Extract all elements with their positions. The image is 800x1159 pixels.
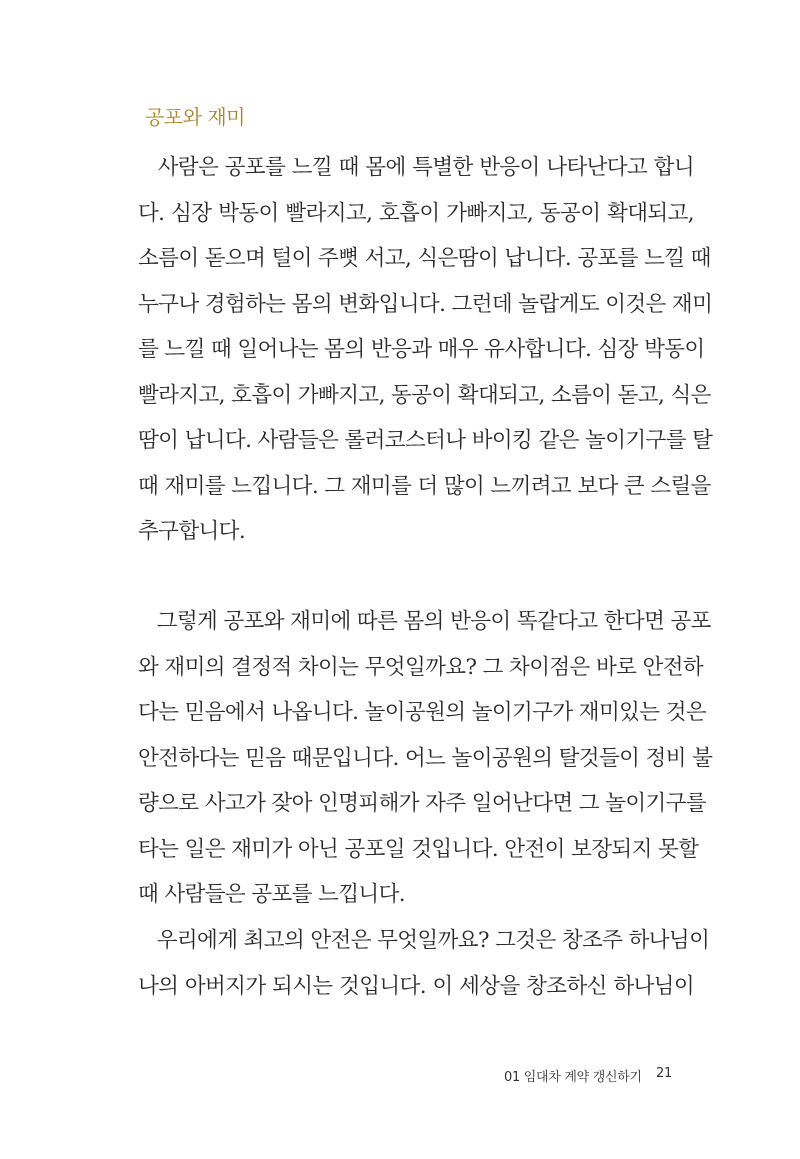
paragraph-2 xyxy=(138,599,713,918)
text-line: 량으로 사고가 잦아 인명피해가 자주 일어난다면 그 놀이기구를 xyxy=(138,791,707,816)
section-title: 공포와 재미 xyxy=(145,105,245,129)
text-line: 안전하다는 믿음 때문입니다. 어느 놀이공원의 탈것들이 정비 불 xyxy=(138,745,713,771)
text-line: 누구나 경험하는 몸의 변화입니다. 그런데 놀랍게도 이것은 재미 xyxy=(138,291,713,317)
text-line: 때 재미를 느낍니다. 그 재미를 더 많이 느끼려고 보다 큰 스릴을 xyxy=(138,473,711,499)
paragraph-1 xyxy=(138,145,713,555)
text-line: 때 사람들은 공포를 느낍니다. xyxy=(138,882,405,907)
page-number: 21 xyxy=(656,1066,672,1081)
paragraph-3 xyxy=(138,918,710,1009)
text-line: 타는 일은 재미가 아닌 공포일 것입니다. 안전이 보장되지 못할 xyxy=(138,836,699,862)
text-line: 빨라지고, 호흡이 가빠지고, 동공이 확대되고, 소름이 돋고, 식은 xyxy=(138,382,711,408)
text-line: 와 재미의 결정적 차이는 무엇일까요? 그 차이점은 바로 안전하 xyxy=(138,654,704,680)
page-footer xyxy=(504,1066,672,1085)
text-line: 땀이 납니다. 사람들은 롤러코스터나 바이킹 같은 놀이기구를 탈 xyxy=(138,428,713,453)
chapter-label: 01 임대차 계약 갱신하기 xyxy=(504,1070,642,1085)
text-line: 그렇게 공포와 재미에 따른 몸의 반응이 똑같다고 한다면 공포 xyxy=(138,609,711,634)
text-line: 소름이 돋으며 털이 주뼛 서고, 식은땀이 납니다. 공포를 느낄 때 xyxy=(138,246,711,271)
text-line: 다. 심장 박동이 빨라지고, 호흡이 가빠지고, 동공이 확대되고, xyxy=(138,200,694,226)
text-line: 사람은 공포를 느낄 때 몸에 특별한 반응이 나타난다고 합니 xyxy=(138,155,694,180)
text-line: 나의 아버지가 되시는 것입니다. 이 세상을 창조하신 하나님이 xyxy=(138,973,694,999)
text-line: 다는 믿음에서 나옵니다. 놀이공원의 놀이기구가 재미있는 것은 xyxy=(138,700,707,725)
text-line: 를 느낄 때 일어나는 몸의 반응과 매우 유사합니다. 심장 박동이 xyxy=(138,337,705,362)
text-line: 우리에게 최고의 안전은 무엇일까요? 그것은 창조주 하나님이 xyxy=(138,928,710,953)
text-line: 추구합니다. xyxy=(138,519,246,544)
